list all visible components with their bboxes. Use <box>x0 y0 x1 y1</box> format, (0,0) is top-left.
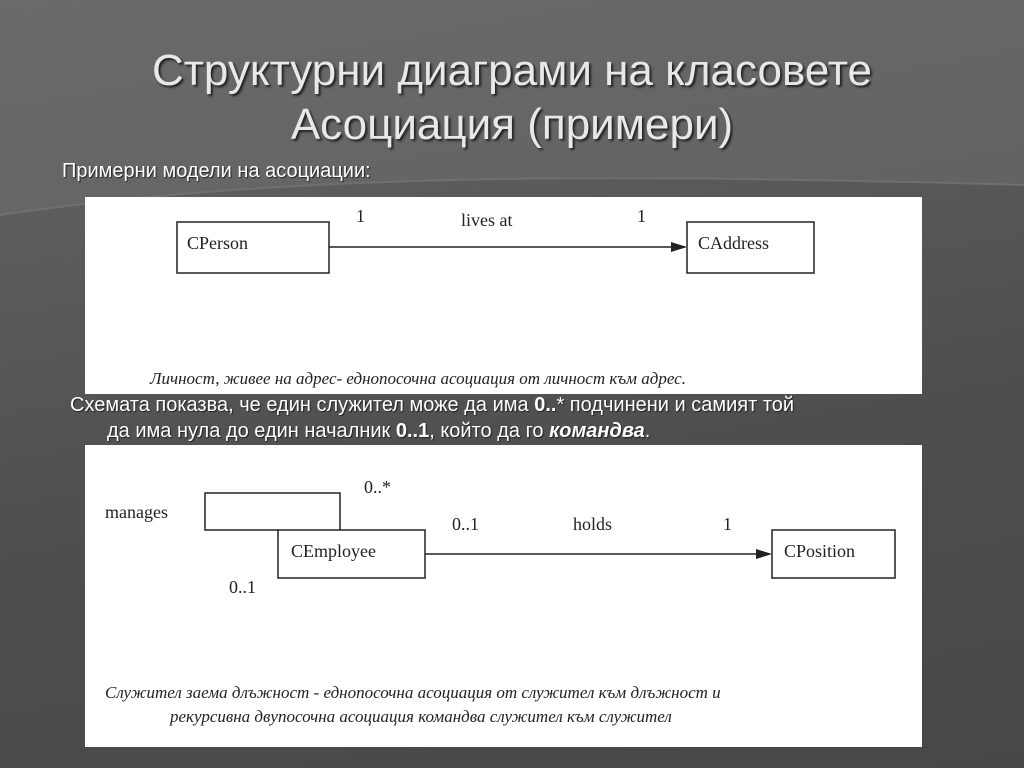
class-name-caddress: CAddress <box>698 233 769 253</box>
multiplicity-cperson: 1 <box>356 206 365 226</box>
multiplicity-cemployee: 0..1 <box>452 514 479 534</box>
paragraph-bold-multiplicity: 0.. <box>534 394 557 416</box>
multiplicity-caddress: 1 <box>637 206 646 226</box>
slide-title <box>0 44 1024 152</box>
diagram-employee-position <box>85 445 922 747</box>
subtitle: Примерни модели на асоциации: <box>62 160 371 182</box>
paragraph-text: * подчинени и самият той <box>556 394 795 416</box>
paragraph-text: да има нула до един началник <box>107 420 396 442</box>
paragraph-line-2 <box>0 418 1024 444</box>
explanation-paragraph <box>0 392 1024 444</box>
arrow-head <box>756 549 772 559</box>
diagram-1-caption: Личност, живее на адрес- еднопосочна асоциация от личност към адрес. <box>150 369 686 388</box>
self-association-line <box>205 493 340 530</box>
paragraph-text: Схемата показва, че един служител може да има <box>70 394 535 416</box>
class-name-cposition: CPosition <box>784 541 856 561</box>
arrow-head <box>671 242 687 252</box>
multiplicity-cposition: 1 <box>723 514 732 534</box>
diagram-2-caption-line-2: рекурсивна двупосочна асоциация командва служител към служител <box>170 707 672 726</box>
class-name-cemployee: CEmployee <box>291 541 376 561</box>
diagram-1-svg <box>85 197 922 394</box>
self-association-label: manages <box>105 502 168 522</box>
paragraph-bold-multiplicity: 0..1 <box>395 420 430 442</box>
self-multiplicity-top: 0..* <box>364 477 391 497</box>
paragraph-bold-italic-word: командва <box>549 420 645 442</box>
class-name-cperson: CPerson <box>187 233 249 253</box>
paragraph-line-1 <box>0 392 1024 418</box>
diagram-2-svg <box>85 445 922 747</box>
association-label: lives at <box>461 210 513 230</box>
association-label: holds <box>573 514 613 534</box>
diagram-2-caption-line-1: Служител заема длъжност - еднопосочна асоциация от служител към длъжност и <box>105 683 721 702</box>
self-multiplicity-bottom: 0..1 <box>229 577 256 597</box>
diagram-person-address <box>85 197 922 394</box>
title-line-1: Структурни диаграми на класовете <box>151 46 872 95</box>
paragraph-text: , който да го <box>429 420 550 442</box>
paragraph-text: . <box>644 420 651 442</box>
title-line-2: Асоциация (примери) <box>290 100 734 149</box>
